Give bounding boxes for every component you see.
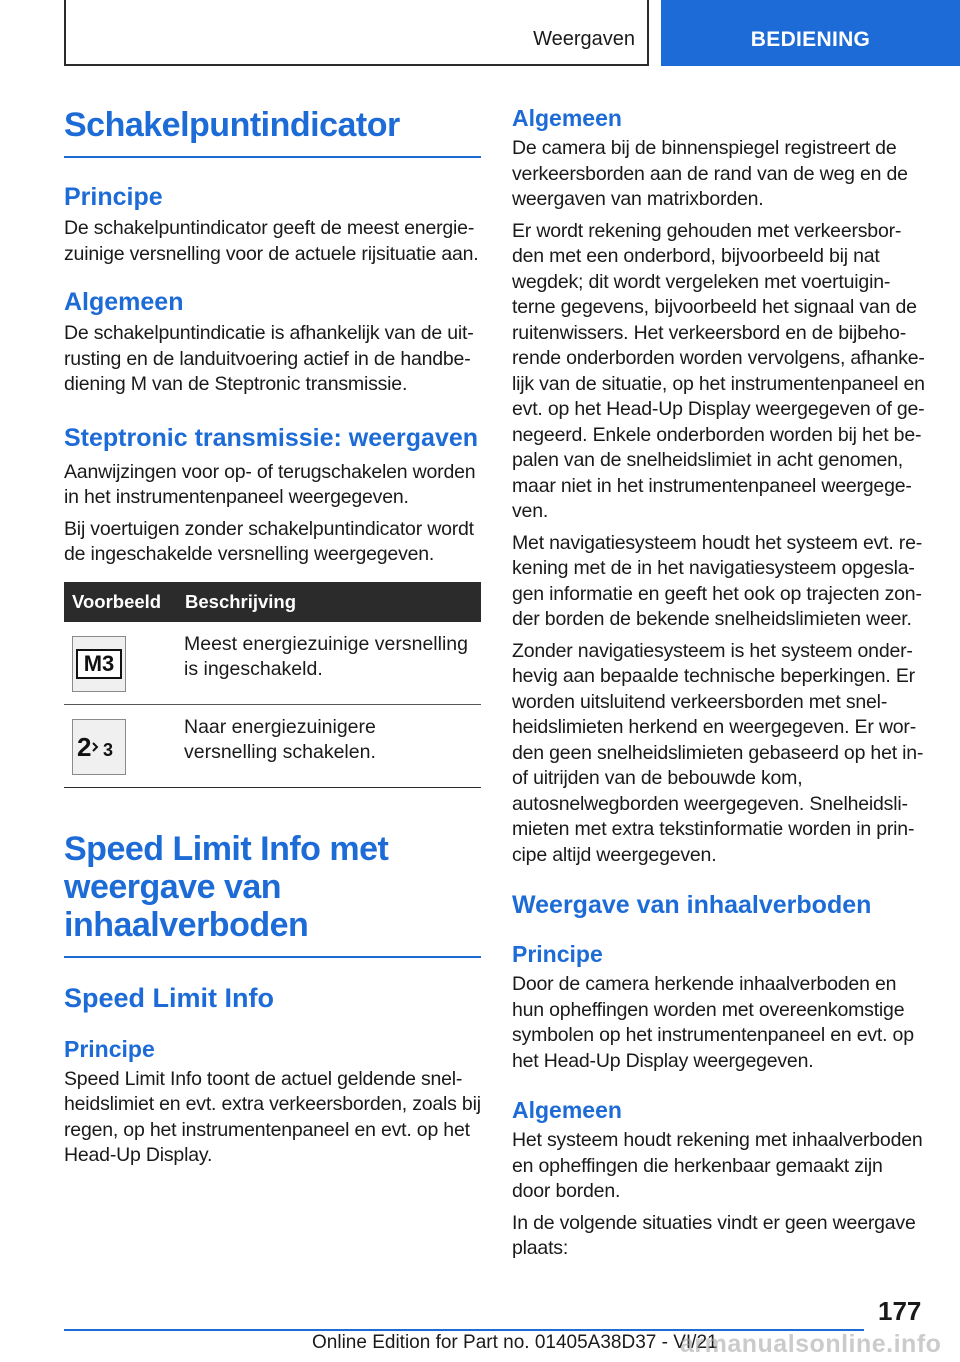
heading-principe: Principe <box>64 183 163 211</box>
gear-m3-icon <box>72 636 126 692</box>
title-rule <box>64 156 481 158</box>
header-chapter-title: BEDIENING <box>750 28 871 51</box>
footer-edition: Online Edition for Part no. 01405A38D37 - VI/21 <box>312 1332 718 1353</box>
heading-inhaal-algemeen: Algemeen <box>512 1097 622 1123</box>
table-cell-icon <box>64 632 184 692</box>
table-header-voorbeeld: Voorbeeld <box>72 590 162 612</box>
heading-speed-limit-info: Speed Limit Info <box>64 982 275 1013</box>
heading-algemeen-camera: Algemeen <box>512 105 622 131</box>
paragraph-met-navigatie: Met navigatiesysteem houdt het systeem evt. rekening met de in het navigatiesysteem opgeslagen informatie en geeft het ook op trajecten zonder borden de bekende snelheidslimieten weer. <box>512 531 923 630</box>
gear-m3-label: M3 <box>76 649 122 679</box>
paragraph-principe: De schakelpuntindicator geeft de meest energiezuinige versnelling voor de actuele rijsituatie aan. <box>64 217 479 265</box>
table-header-beschrijving: Beschrijving <box>185 590 297 612</box>
table-cell-icon <box>64 715 184 775</box>
svg-text:3: 3 <box>103 739 114 760</box>
table-header <box>64 582 481 622</box>
title-rule <box>64 956 481 958</box>
table-cell-text: Meest energiezuinige versnelling is ingeschakeld. <box>184 632 468 680</box>
svg-text:2: 2 <box>77 731 92 762</box>
heading-inhaal-principe: Principe <box>512 941 603 967</box>
heading-steptronic: Steptronic transmissie: weergaven <box>64 423 479 452</box>
paragraph-zonder-navigatie: Zonder navigatiesysteem is het systeem onderhevig aan bepaalde technische beperkingen. Er worden uitsluitend verkeersborden met snelheidslimieten herkend en weergegeven. Er worden geen snelheidslimieten gebaseerd op het in- of uitrijden van de bebouwde kom, autosnelwegborden weergegeven. Snelheidslimieten met extra tekstinformatie worden in principe altijd weergegeven. <box>512 639 924 866</box>
paragraph-steptronic-1: Aanwijzingen voor op- of terugschakelen worden in het instrumentenpaneel weergegeven. <box>64 460 476 508</box>
table-row <box>64 705 481 788</box>
paragraph-algemeen: De schakelpuntindicatie is afhankelijk van de uitrusting en de landuitvoering actief in de handbediening M van de Steptronic transmissie. <box>64 322 474 395</box>
heading-sli-principe: Principe <box>64 1035 155 1062</box>
header-chapter-tab <box>661 0 960 66</box>
paragraph-onderbord: Er wordt rekening gehouden met verkeersborden met een onderbord, bijvoorbeeld bij nat wegdek; dit wordt vergeleken met voertuiginterne gegevens, bijvoorbeeld het signaal van de ruitenwissers. Het verkeersbord en de bijbehorende onderborden worden vervolgens, afhankelijk van de situatie, op het instrumentenpaneel en evt. op het Head-Up Display weergegeven of genegeerd. Enkele onderborden worden bij het bepalen van de snelheidslimiet in acht genomen, maar niet in het instrumentenpaneel weergegeven. <box>512 219 925 522</box>
paragraph-steptronic-2: Bij voertuigen zonder schakelpuntindicator wordt de ingeschakelde versnelling weergegeven. <box>64 517 474 565</box>
left-column <box>64 100 481 1169</box>
header-section-title: Weergaven <box>533 28 635 50</box>
header-section-box <box>64 0 649 66</box>
gear-shift-up-svg <box>74 729 124 765</box>
paragraph-inhaal-principe: Door de camera herkende inhaalverboden en hun opheffingen worden met overeenkomstige symbolen op het instrumentenpaneel en evt. op het Head-Up Display weergegeven. <box>512 973 914 1072</box>
paragraph-camera: De camera bij de binnenspiegel registreert de verkeersborden aan de rand van de weg en de weergaven van matrixborden. <box>512 137 908 210</box>
table-cell-text: Naar energiezuinigere versnelling schakelen. <box>184 715 376 763</box>
watermark-logo: armanualsonline.info <box>680 1330 942 1358</box>
paragraph-inhaal-algemeen-2: In de volgende situaties vindt er geen weergave plaats: <box>512 1211 916 1259</box>
heading-inhaalverboden: Weergave van inhaalverboden <box>512 891 872 919</box>
title-schakelpuntindicator: Schakelpuntindicator <box>64 106 400 144</box>
paragraph-sli-principe: Speed Limit Info toont de actuel geldende snelheidslimiet en evt. extra verkeersborden, zoals bij regen, op het instrumentenpaneel en evt. op het Head-Up Display. <box>64 1067 481 1166</box>
table-row <box>64 622 481 705</box>
heading-algemeen: Algemeen <box>64 288 184 316</box>
page-number: 177 <box>878 1296 922 1326</box>
gear-indicator-table <box>64 582 481 788</box>
right-column <box>512 100 926 1262</box>
gear-shift-up-icon <box>72 719 126 775</box>
paragraph-inhaal-algemeen-1: Het systeem houdt rekening met inhaalverboden en opheffingen die herkenbaar gemaakt zijn door borden. <box>512 1129 923 1202</box>
title-speed-limit-info: Speed Limit Info met weergave van inhaalverboden <box>64 829 389 944</box>
